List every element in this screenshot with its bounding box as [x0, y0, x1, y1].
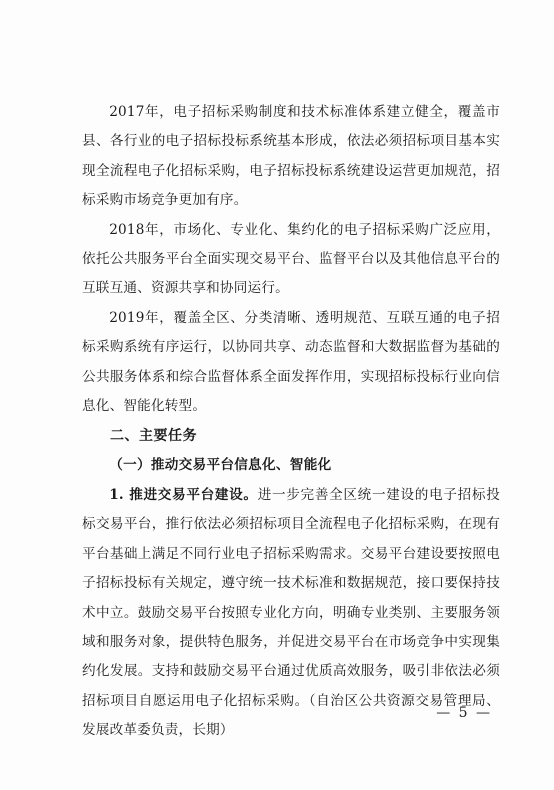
paragraph-2018: 2018年，市场化、专业化、集约化的电子招标采购广泛应用，依托公共服务平台全面实现交易平台、监督平台以及其他信息平台的互联互通、资源共享和协同运行。: [82, 221, 500, 297]
page-number: — 5 —: [436, 705, 492, 721]
section-heading: 二、主要任务: [110, 428, 197, 445]
paragraph-2017: 2017年，电子招标采购制度和技术标准体系建立健全，覆盖市县、各行业的电子招标投标系统基本形成，依法必须招标项目基本实现全流程电子化招标采购，电子招标投标系统建设运营更加规范，招标采购市场竞争更加有序。: [82, 104, 500, 209]
document-body: [82, 98, 500, 746]
subsection-heading: （一）推动交易平台信息化、智能化: [109, 457, 332, 474]
paragraph-2019: 2019年，覆盖全区、分类清晰、透明规范、互联互通的电子招标采购系统有序运行，以协同共享、动态监督和大数据监督为基础的公共服务体系和综合监督体系全面发挥作用，实现招标投标行业向信息化、智能化转型。: [82, 309, 500, 415]
task-item-1-lead: 1. 推进交易平台建设。: [109, 486, 258, 503]
task-item-1-body: 进一步完善全区统一建设的电子招标投标交易平台，推行依法必须招标项目全流程电子化招标采购，在现有平台基础上满足不同行业电子招标采购需求。交易平台建设要按照电子招标投标有关规定，遵守统一技术标准和数据规范，接口要保持技术中立。鼓励交易平台按照专业化方向，明确专业类别、主要服务领域和服务对象，提供特色服务，并促进交易平台在市场竞争中实现集约化发展。支持和鼓励交易平台通过优质高效服务，吸引非依法必须招标项目自愿运用电子化招标采购。（自治区公共资源交易管理局、发展改革委负责，长期）: [82, 486, 500, 739]
